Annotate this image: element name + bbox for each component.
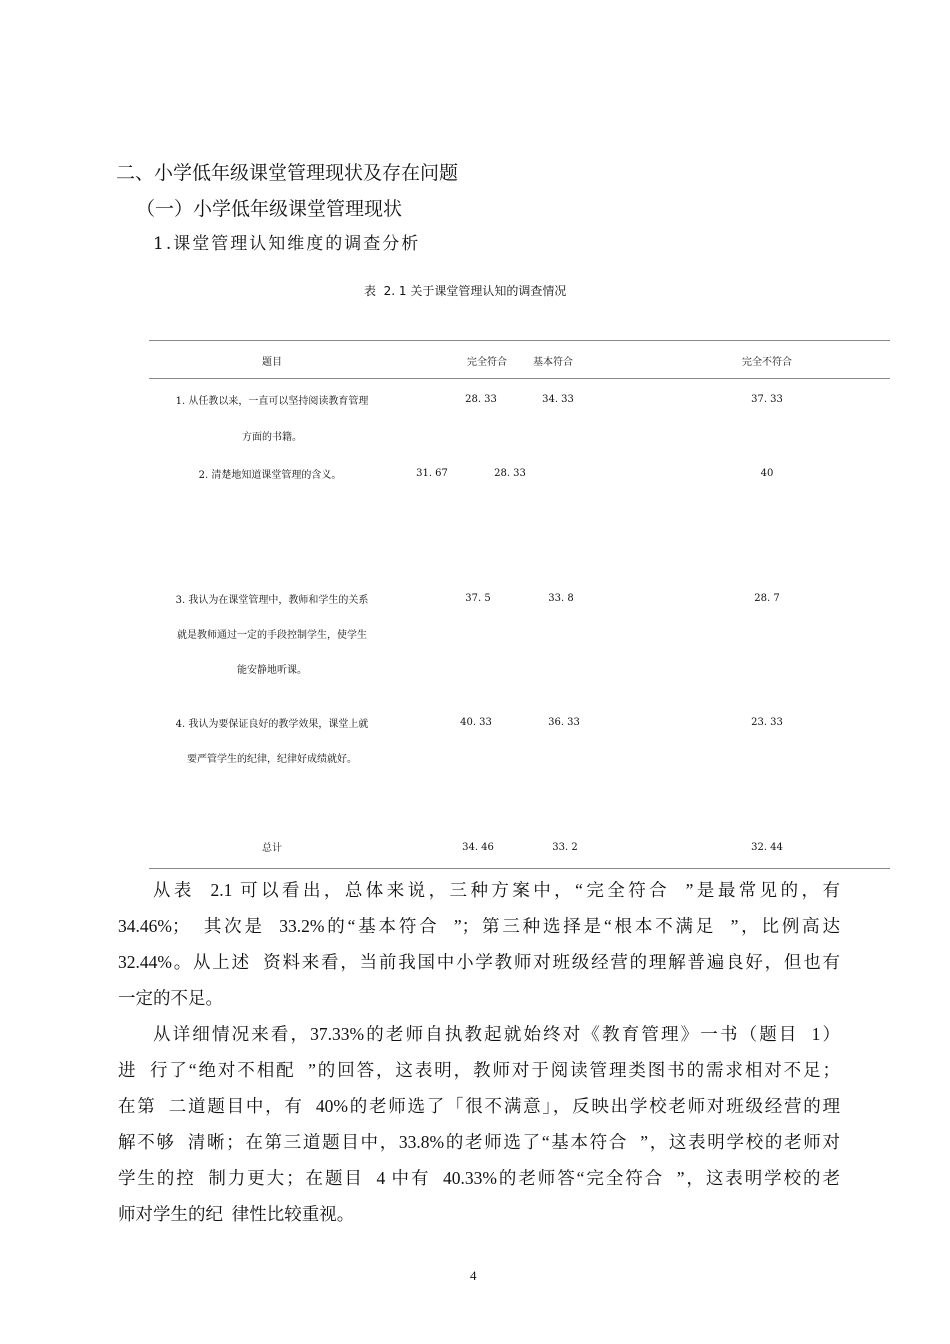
row-title-line: 能安静地听课。 [237, 665, 307, 676]
paragraph-line: 32.44%。从上述 资料来看，当前我国中小学教师对班级经营的理解普遍良好，但也有 [118, 952, 840, 972]
header-fully-disagree: 完全不符合 [742, 357, 792, 368]
cell-value: 23. 33 [751, 717, 783, 728]
cell-value: 40 [760, 468, 774, 479]
cell-value: 36. 33 [548, 717, 580, 728]
page-number: 4 [470, 1268, 477, 1283]
total-label: 总计 [262, 843, 282, 854]
paragraph-line: 从表 2.1 可以看出，总体来说，三种方案中，“完全符合 ”是最常见的，有 [153, 880, 840, 900]
paragraph-line: 从详细情况来看，37.33%的老师自执教起就始终对《教育管理》一书（题目 1） [153, 1024, 840, 1044]
paragraph-line: 一定的不足。 [118, 988, 223, 1008]
cell-value: 33. 8 [548, 593, 574, 604]
table-bottom-rule [149, 868, 890, 869]
paragraph-line: 解不够 清晰；在第三道题目中，33.8%的老师选了“基本符合 ”，这表明学校的老师对 [118, 1132, 840, 1152]
cell-value: 33. 2 [552, 842, 578, 853]
row-title-line: 方面的书籍。 [242, 432, 302, 443]
cell-value: 34. 46 [462, 842, 494, 853]
paragraph-line: 学生的控 制力更大；在题目 4 中有 40.33%的老师答“完全符合 ”，这表明学校的老 [118, 1168, 840, 1188]
paragraph-line: 34.46%； 其次是 33.2%的“基本符合 ”；第三种选择是“根本不满足 ”，比例高达 [118, 916, 840, 936]
row-title-line: 就是教师通过一定的手段控制学生，使学生 [177, 630, 367, 641]
paragraph-line: 在第 二道题目中，有 40%的老师选了「很不满意」，反映出学校老师对班级经营的理 [118, 1096, 840, 1116]
subsubsection-heading: 1.课堂管理认知维度的调查分析 [153, 234, 421, 254]
row-title-line: 4. 我认为要保证良好的教学效果，课堂上就 [175, 719, 369, 730]
section-heading: 二、小学低年级课堂管理现状及存在问题 [116, 162, 459, 184]
row-title-line: 3. 我认为在课堂管理中，教师和学生的关系 [175, 595, 369, 606]
cell-value: 31. 67 [416, 468, 448, 479]
row-title-line: 要严管学生的纪律，纪律好成绩就好。 [187, 754, 357, 765]
paragraph-line: 师对学生的纪 律性比较重视。 [118, 1204, 355, 1224]
cell-value: 40. 33 [460, 717, 492, 728]
cell-value: 34. 33 [542, 394, 574, 405]
cell-value: 28. 7 [754, 593, 780, 604]
paragraph-line: 进 行了“绝对不相配 ”的回答，这表明，教师对于阅读管理类图书的需求相对不足； [118, 1060, 840, 1080]
table-caption: 表 2. 1 关于课堂管理认知的调查情况 [364, 284, 567, 298]
subsection-heading: （一）小学低年级课堂管理现状 [136, 198, 403, 220]
cell-value: 28. 33 [494, 468, 526, 479]
table-top-rule [149, 340, 890, 341]
header-mostly-agree: 基本符合 [533, 357, 573, 368]
header-fully-agree: 完全符合 [467, 357, 507, 368]
row-title-line: 1. 从任教以来，一直可以坚持阅读教育管理 [175, 396, 369, 407]
table-header-rule [149, 378, 890, 379]
cell-value: 32. 44 [751, 842, 783, 853]
cell-value: 37. 33 [751, 394, 783, 405]
cell-value: 28. 33 [465, 394, 497, 405]
header-title: 题目 [262, 357, 282, 368]
cell-value: 37. 5 [465, 593, 491, 604]
row-title-line: 2. 清楚地知道课堂管理的含义。 [198, 470, 342, 481]
